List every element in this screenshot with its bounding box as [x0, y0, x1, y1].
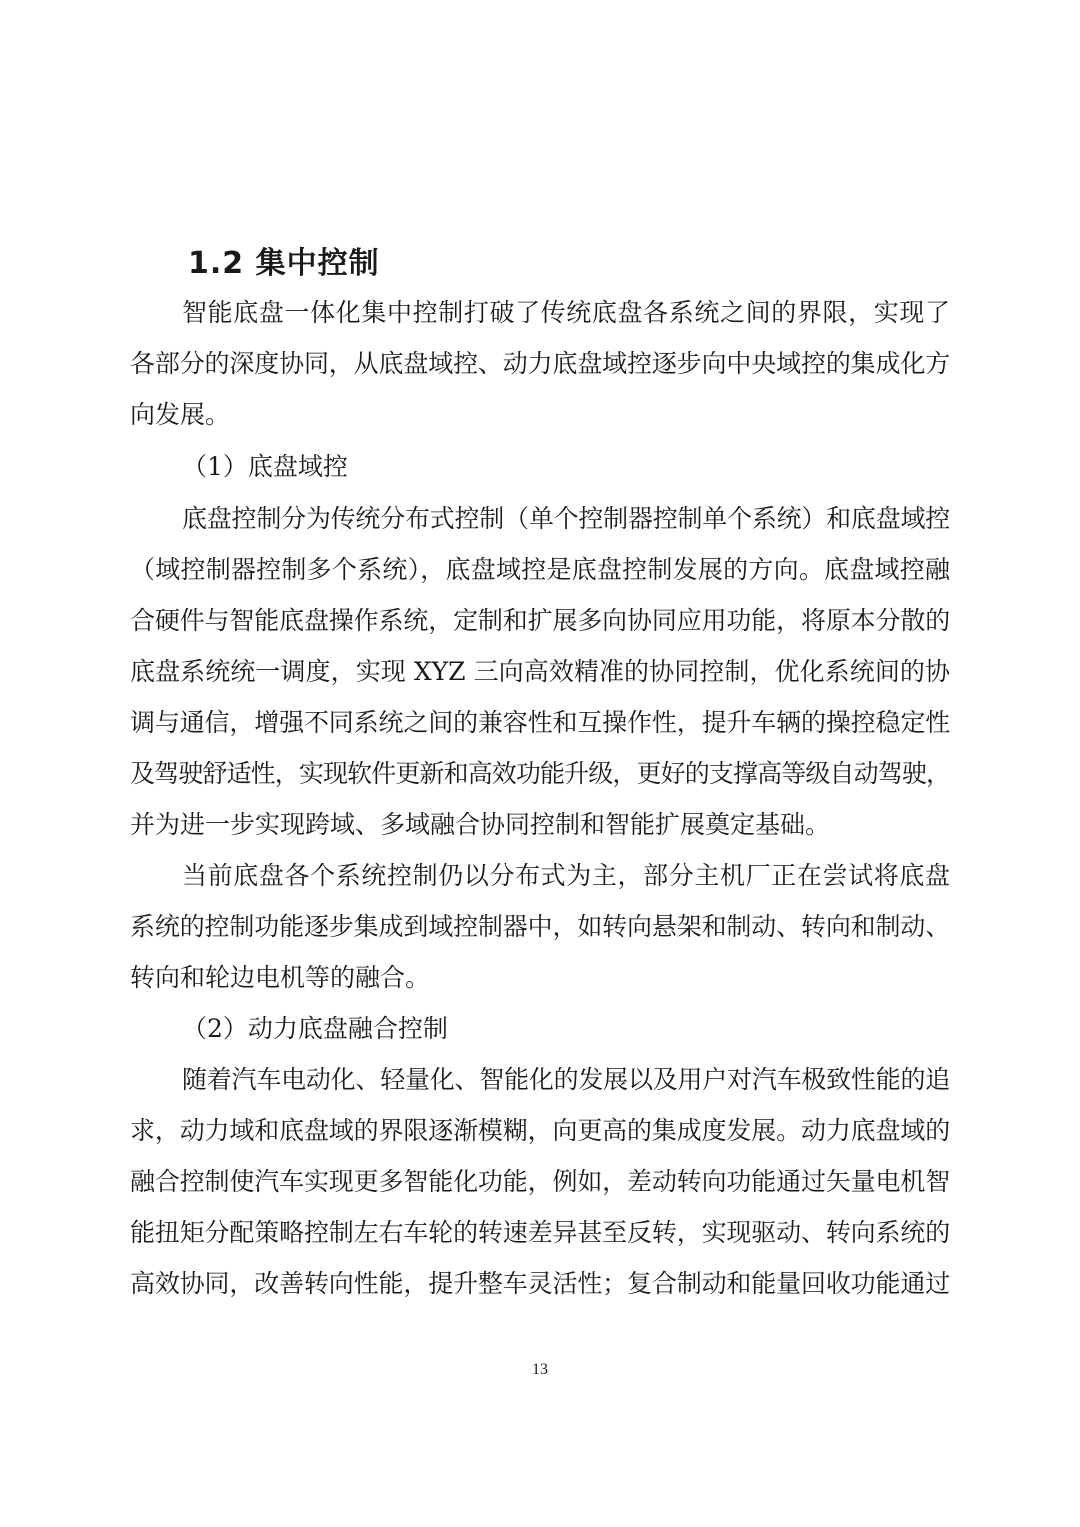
paragraph-line: 系统的控制功能逐步集成到域控制器中，如转向悬架和制动、转向和制动、 [130, 912, 950, 941]
paragraph-line: 高效协同，改善转向性能，提升整车灵活性；复合制动和能量回收功能通过 [130, 1269, 950, 1298]
section-title: 1.2 集中控制 [188, 246, 380, 281]
paragraph-line: 底盘系统统一调度，实现 XYZ 三向高效精准的协同控制，优化系统间的协 [130, 657, 950, 686]
paragraph-line: 求，动力域和底盘域的界限逐渐模糊，向更高的集成度发展。动力底盘域的 [130, 1116, 950, 1145]
paragraph-line: 当前底盘各个系统控制仍以分布式为主，部分主机厂正在尝试将底盘 [182, 861, 950, 890]
paragraph-line: 底盘控制分为传统分布式控制（单个控制器控制单个系统）和底盘域控 [182, 504, 950, 533]
intro-line-1: 智能底盘一体化集中控制打破了传统底盘各系统之间的界限，实现了 [182, 298, 950, 327]
intro-line-3: 向发展。 [130, 400, 231, 429]
paragraph-line: 合硬件与智能底盘操作系统，定制和扩展多向协同应用功能，将原本分散的 [130, 606, 950, 635]
paragraph-line: 并为进一步实现跨域、多域融合协同控制和智能扩展奠定基础。 [130, 810, 831, 839]
subsection-heading-1: （1）底盘域控 [182, 452, 348, 481]
subsection-heading-2: （2）动力底盘融合控制 [182, 1014, 448, 1043]
paragraph-line: 调与通信，增强不同系统之间的兼容性和互操作性，提升车辆的操控稳定性 [130, 708, 950, 737]
paragraph-line: （域控制器控制多个系统），底盘域控是底盘控制发展的方向。底盘域控融 [130, 555, 950, 584]
page-number: 13 [532, 1361, 548, 1378]
paragraph-line: 随着汽车电动化、轻量化、智能化的发展以及用户对汽车极致性能的追 [182, 1065, 950, 1094]
paragraph-line: 及驾驶舒适性，实现软件更新和高效功能升级，更好的支撑高等级自动驾驶， [130, 759, 950, 788]
paragraph-line: 转向和轮边电机等的融合。 [130, 963, 431, 992]
intro-line-2: 各部分的深度协同，从底盘域控、动力底盘域控逐步向中央域控的集成化方 [130, 349, 950, 378]
paragraph-line: 能扭矩分配策略控制左右车轮的转速差异甚至反转，实现驱动、转向系统的 [130, 1218, 950, 1247]
paragraph-line: 融合控制使汽车实现更多智能化功能，例如，差动转向功能通过矢量电机智 [130, 1167, 950, 1196]
